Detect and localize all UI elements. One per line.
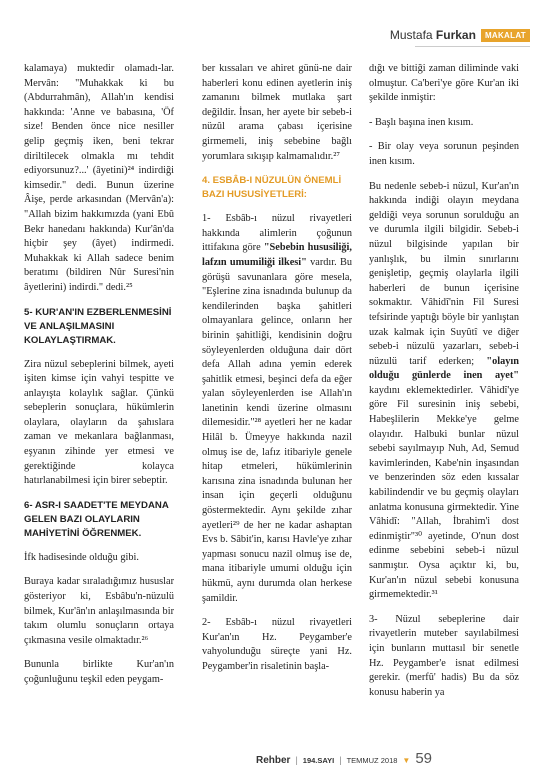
page-number: 59 bbox=[415, 750, 433, 767]
paragraph bbox=[369, 180, 519, 603]
page-header bbox=[390, 28, 530, 42]
page-footer bbox=[256, 750, 432, 767]
text-run: Bu nedenle sebeb-i nüzul, Kur'an'ın hakkında indiği olayın meydana geldiği veya sorunun sorulduğu an ve durumla ilgili bilgidir. Sebeb-i nüzul bilgisinde yapılan bir yanlışlık, bu ilmin sınırlarını genişletip, geçmiş olaylarla ilgili haberleri de bunun içerisine sokmaktır. Vâhidî'nin Fil Suresi tefsirinde yaptığı böyle bir yanlıştan uzak kalmak için Suyûtî ve diğer sebeb-i nüzulü yazarları, sebeb-i nüzulü tarif ederken; bbox=[369, 180, 519, 367]
corner-mark-icon: ▼ bbox=[402, 756, 411, 765]
paragraph: ber kıssaları ve ahiret günü-ne dair haberleri konu edinen ayetlerin iniş zamanını bilmek mutlaka şart değildir. İnsan, her ayete bir sebeb-i nüzûl arama çabası içerisine girmemeli, iniş sebebine bağlı yorumlara sıkışıp kalmamalıdır.²⁷ bbox=[202, 63, 352, 162]
paragraph: 2- Esbâb-ı nüzul rivayetleri Kur'an'ın Hz. Peygamber'e vahyolunduğu süreçte yani Hz. Peygamber'in risaletinin başla- bbox=[202, 617, 352, 672]
issue-date: TEMMUZ 2018 bbox=[346, 756, 398, 765]
footer-separator: | bbox=[339, 755, 342, 765]
text-run: kaydını eklemektedirler. Vâhidî'ye göre Fil suresinin iniş sebebi, Habeşlilerin Mekke'ye gelme olayıdır. Halbuki bunlar nüzul sebebi sayılmayıp Nuh, Ad, Semud kavimlerinden, Kabe'nin inşasından ve benzerinden söz eden kıssalar kabilindendir ve bu geçmiş olayları anlatma konusuna girmektedir. Yine Vâhidî: "Allah, İbrahim'i dost edinmiştir"³⁰ ayetinde, O'nun dost edinme sebebini sebeb-i nüzul sanmıştır. Oysa açıktır ki, bu, Kur'an'ın nüzul sebebi konusuna girmemektedir.³¹ bbox=[369, 384, 519, 601]
column-3 bbox=[369, 62, 519, 710]
section-heading-4: 4. ESBÂB-I NÜZULÜN ÖNEMLİ BAZI HUSUSİYETLERİ: bbox=[202, 175, 342, 201]
paragraph: kalamaya) muktedir olamadı-lar. Mervân: "Muhakkak ki bu (Abdurrahmân), Allah'ın kendisi hakkında: 'Anne ve babasına, 'Öf size! Benden önce nice nesiller gelip geçmiş iken, beni tekrar diriltilecek olmakla mı tehdit ediyorsunuz?...' (âyetini)²⁴ indirdiği kimsedir." dedi. Bunun üzerine Âişe, perde arkasından (Mervân'a): "Allah bizim hakkımızda (yani Ebû Bekr hanedanı hakkında) Kur'ân'da hiçbir şey (âyet) indirmedi. Muhakkak ki Allah sadece benim beratımı (bildiren Nûr Suresi'nin âyetlerini) indirdi." dedi.²⁵ bbox=[24, 63, 174, 293]
paragraph: 3- Nüzul sebeplerine dair rivayetlerin muteber sayılabilmesi için bunların muttasıl bir senetle Hz. Peygamber'e isnat edilmesi gerekir. (merfû' hadis) Bu da söz konusu haberin ya bbox=[369, 613, 519, 698]
paragraph: Bununla birlikte Kur'an'ın çoğunluğunu teşkil eden peygam- bbox=[24, 659, 174, 685]
paragraph bbox=[202, 212, 352, 606]
footer-separator: | bbox=[295, 755, 298, 765]
text-run: vardır. Bu görüşü savunanlara göre mesela, "Eşlerine zina isnadında bulunup da kendilerinden başka şahitleri olmayanlara gelince, onların her birinin şahitliği, kendisinin doğru söyleyenlerden olduğuna dair dört defa Allah adına yemin ederek şahitlik etmesi, beşinci defa da eğer yalan söyleyenlerden ise Allah'ın lanetinin kendi üzerine olmasını dilemesidir."²⁸ ayetleri her ne kadar Hilâl b. Ümeyye hakkında nazil olmuş ise de, lafız itibariyle genele hitap etmeleri, hükümlerinin karısına zina isnadında bulunan her insan için geçerli olduğunu göstermektedir. Aynı şekilde zıhar ayetleri²⁹ de her ne kadar ashaptan Evs b. Sâbit'in, karısı Havle'ye zıhar yapması sonucu nazil olmuş ise de, mana itibariyle umumi olduğu için hükmü, aynı durumda olan herkese şamildir. bbox=[202, 256, 352, 604]
section-badge: MAKALAT bbox=[481, 29, 530, 42]
paragraph: İfk hadisesinde olduğu gibi. bbox=[24, 551, 139, 563]
list-item: - Bir olay veya sorunun peşinden inen kısım. bbox=[369, 141, 519, 167]
column-2 bbox=[202, 62, 352, 685]
issue-number: 194.SAYI bbox=[302, 756, 335, 765]
section-heading-5: 5- KUR'AN'IN EZBERLENMESİNİ VE ANLAŞILMASINI KOLAYLAŞTIRMAK. bbox=[24, 306, 172, 346]
paragraph: Zira nüzul sebeplerini bilmek, ayeti işiten kimse için vahyi tespitte ve anlayışta kolaylık sağlar. Çünkü sebeplerin sonuçlara, hükümlerin olaylara, olayların da şahıslara zaman ve mekanlara bağlanması, eşyanın zihinde yer etmesi ve gerektiğinde kolayca hatırlanabilmesi için birer sebeptir. bbox=[24, 358, 174, 487]
magazine-logo: Rehber bbox=[256, 755, 291, 766]
author-first-name: Mustafa bbox=[389, 28, 433, 42]
author-last-name: Furkan bbox=[435, 28, 476, 42]
paragraph: Buraya kadar sıraladığımız hususlar gösteriyor ki, Esbâbu'n-nüzulü bilmek, Kur'ân'ın anlaşılmasında bir takım olumlu sonuçların ortaya çıkmasına vesile olmaktadır.²⁶ bbox=[24, 576, 174, 646]
column-1 bbox=[24, 62, 174, 698]
paragraph: dığı ve bittiği zaman diliminde vaki olmuştur. Ca'beri'ye göre Kur'an iki şekilde inmiştir: bbox=[369, 63, 519, 104]
author-name bbox=[390, 28, 476, 42]
text-run: 1- Esbâb-ı nüzul rivayetleri hakkında alimlerin çoğunun ittifakına göre bbox=[202, 213, 352, 254]
emphasis-text: "Sebebin hususiliği, lafzın umumiliği ilkesi" bbox=[202, 242, 352, 268]
list-item: - Başlı başına inen kısım. bbox=[369, 116, 474, 128]
emphasis-text: "olayın olduğu günlerde inen ayet" bbox=[369, 355, 519, 382]
section-heading-6: 6- ASR-I SAADET'TE MEYDANA GELEN BAZI OLAYLARIN MAHİYETİNİ ÖĞRENMEK. bbox=[24, 499, 169, 539]
header-divider bbox=[415, 46, 530, 47]
